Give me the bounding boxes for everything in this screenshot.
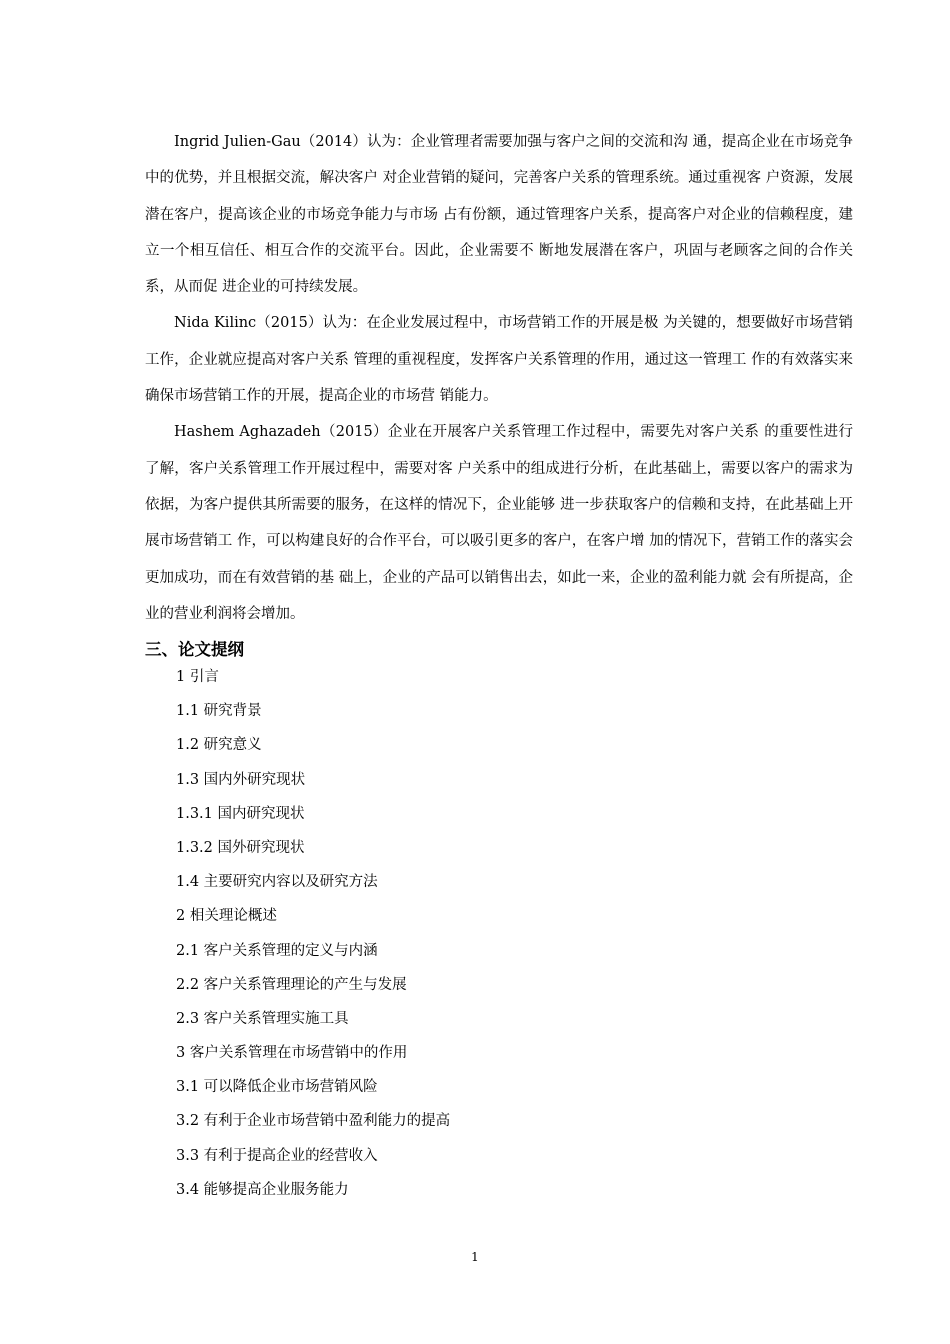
outline-item: 3.4 能够提高企业服务能力 bbox=[176, 1181, 349, 1198]
outline-item: 1.4 主要研究内容以及研究方法 bbox=[176, 874, 378, 891]
outline-item: 3 客户关系管理在市场营销中的作用 bbox=[176, 1045, 408, 1062]
outline-item: 2.3 客户关系管理实施工具 bbox=[176, 1010, 349, 1027]
page-number: 1 bbox=[471, 1250, 479, 1264]
paragraph-hashem-aghazadeh: Hashem Aghazadeh（2015）企业在开展客户关系管理工作过程中，需要先对客户关系 的重要性进行了解，客户关系管理工作开展过程中，需要对客 户关系中的组成进行分析，在此基础上，需要以客户的需求为 依据，为客户提供其所需要的服务，在这样的情况下，企业能够 进一步获取客户的信赖和支持，在此基础上开展市场营销工 作，可以构建良好的合作平台，可以吸引更多的客户，在客户增 加的情况下，营销工作的落实会更加成功，而在有效营销的基 础上，企业的产品可以销售出去，如此一来，企业的盈利能力就 会有所提高，企业的营业利润将会增加。 bbox=[145, 424, 853, 622]
outline-item: 3.2 有利于企业市场营销中盈利能力的提高 bbox=[176, 1113, 451, 1130]
outline-item: 1.1 研究背景 bbox=[176, 703, 262, 720]
outline-item: 1 引言 bbox=[176, 669, 219, 685]
outline-item: 3.3 有利于提高企业的经营收入 bbox=[176, 1147, 378, 1164]
paragraph-ingrid-julien-gau: Ingrid Julien-Gau（2014）认为：企业管理者需要加强与客户之间的交流和沟 通，提高企业在市场竞争中的优势，并且根据交流，解决客户 对企业营销的疑问，完善客户关系的管理系统。通过重视客 户资源，发展潜在客户，提高该企业的市场竞争能力与市场 占有份额，通过管理客户关系，提高客户对企业的信赖程度，建立一个相互信任、相互合作的交流平台。因此，企业需要不 断地发展潜在客户，巩固与老顾客之间的合作关系，从而促 进企业的可持续发展。 bbox=[145, 134, 853, 296]
outline-item: 2 相关理论概述 bbox=[176, 908, 277, 925]
section-heading-outline: 三、论文提纲 bbox=[145, 640, 244, 659]
outline-item: 3.1 可以降低企业市场营销风险 bbox=[176, 1079, 378, 1096]
outline-item: 1.2 研究意义 bbox=[176, 737, 262, 754]
outline-item: 1.3 国内外研究现状 bbox=[176, 771, 306, 788]
thesis-outline-list bbox=[176, 660, 450, 1207]
outline-item: 1.3.2 国外研究现状 bbox=[176, 839, 305, 856]
outline-item: 2.2 客户关系管理理论的产生与发展 bbox=[176, 976, 407, 993]
literature-review-body bbox=[145, 124, 853, 632]
outline-item: 2.1 客户关系管理的定义与内涵 bbox=[176, 942, 378, 959]
outline-item: 1.3.1 国内研究现状 bbox=[176, 805, 305, 822]
paragraph-nida-kilinc: Nida Kilinc（2015）认为：在企业发展过程中，市场营销工作的开展是极 为关键的，想要做好市场营销工作，企业就应提高对客户关系 管理的重视程度，发挥客户关系管理的作用，通过这一管理工 作的有效落实来确保市场营销工作的开展，提高企业的市场营 销能力。 bbox=[145, 315, 853, 405]
